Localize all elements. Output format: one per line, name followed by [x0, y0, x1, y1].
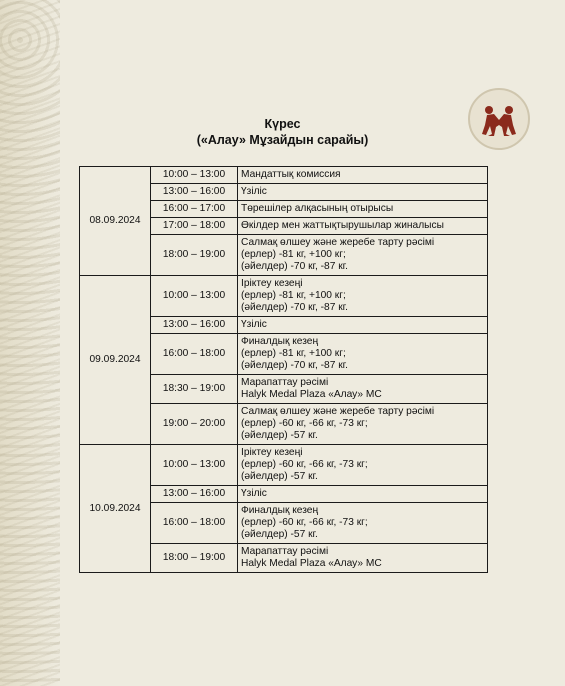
time-cell: 10:00 – 13:00 — [151, 276, 238, 317]
time-cell: 16:00 – 18:00 — [151, 334, 238, 375]
event-description-cell: Марапаттау рәсімі Halyk Medal Plaza «Алау» МС — [238, 544, 488, 573]
time-cell: 17:00 – 18:00 — [151, 218, 238, 235]
time-cell: 16:00 – 18:00 — [151, 503, 238, 544]
time-cell: 19:00 – 20:00 — [151, 404, 238, 445]
time-cell: 13:00 – 16:00 — [151, 486, 238, 503]
event-description-cell: Іріктеу кезеңі (ерлер) -60 кг, -66 кг, -73 кг; (әйелдер) -57 кг. — [238, 445, 488, 486]
table-row — [80, 167, 488, 184]
time-cell: 13:00 – 16:00 — [151, 184, 238, 201]
time-cell: 16:00 – 17:00 — [151, 201, 238, 218]
time-cell: 18:00 – 19:00 — [151, 544, 238, 573]
event-description-cell: Төрешілер алқасының отырысы — [238, 201, 488, 218]
page-subtitle: («Алау» Мұзайдын сарайы) — [196, 133, 369, 147]
time-cell: 18:00 – 19:00 — [151, 235, 238, 276]
event-description-cell: Іріктеу кезеңі (ерлер) -81 кг, +100 кг; (әйелдер) -70 кг, -87 кг. — [238, 276, 488, 317]
event-description-cell: Мандаттық комиссия — [238, 167, 488, 184]
event-description-cell: Үзіліс — [238, 486, 488, 503]
wrestlers-icon — [468, 88, 530, 150]
event-description-cell: Марапаттау рәсімі Halyk Medal Plaza «Алау» МС — [238, 375, 488, 404]
event-description-cell: Салмақ өлшеу және жеребе тарту рәсімі (ерлер) -81 кг, +100 кг; (әйелдер) -70 кг, -87 кг. — [238, 235, 488, 276]
page-title: Күрес — [264, 117, 301, 131]
event-description-cell: Финалдық кезең (ерлер) -60 кг, -66 кг, -73 кг; (әйелдер) -57 кг. — [238, 503, 488, 544]
event-description-cell: Салмақ өлшеу және жеребе тарту рәсімі (ерлер) -60 кг, -66 кг, -73 кг; (әйелдер) -57 кг. — [238, 404, 488, 445]
time-cell: 10:00 – 13:00 — [151, 167, 238, 184]
time-cell: 10:00 – 13:00 — [151, 445, 238, 486]
event-description-cell: Үзіліс — [238, 184, 488, 201]
decorative-ornament-border — [0, 0, 60, 686]
time-cell: 13:00 – 16:00 — [151, 317, 238, 334]
date-cell: 09.09.2024 — [80, 276, 151, 445]
event-description-cell: Үзіліс — [238, 317, 488, 334]
date-cell: 08.09.2024 — [80, 167, 151, 276]
date-cell: 10.09.2024 — [80, 445, 151, 573]
table-row — [80, 445, 488, 486]
event-description-cell: Финалдық кезең (ерлер) -81 кг, +100 кг; (әйелдер) -70 кг, -87 кг. — [238, 334, 488, 375]
schedule-table — [79, 166, 488, 573]
table-row — [80, 276, 488, 317]
time-cell: 18:30 – 19:00 — [151, 375, 238, 404]
event-description-cell: Өкілдер мен жаттықтырушылар жиналысы — [238, 218, 488, 235]
